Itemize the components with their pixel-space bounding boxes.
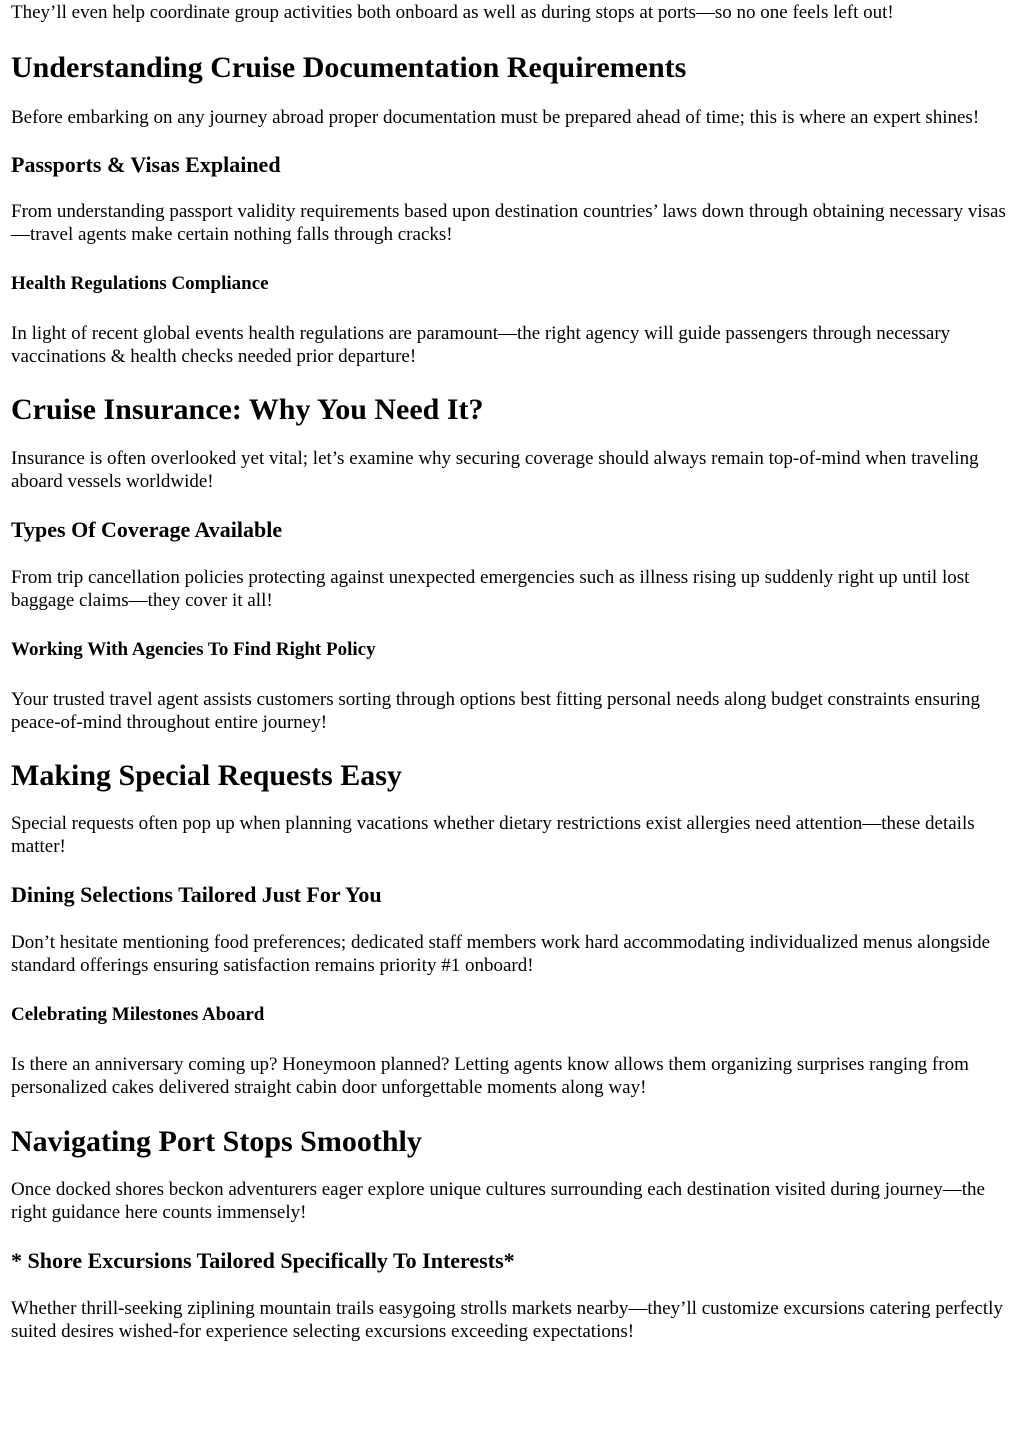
documentation-paragraph: Before embarking on any journey abroad proper documentation must be prepared ahead of time; this is where an expert shines! — [11, 107, 980, 128]
section-heading-insurance: Cruise Insurance: Why You Need It? — [11, 393, 484, 426]
requests-paragraph: Special requests often pop up when planning vacations whether dietary restrictions exist allergies need attention—these details matter! — [11, 813, 975, 857]
coverage-paragraph: From trip cancellation policies protecting against unexpected emergencies such as illness rising up suddenly right up until lost baggage claims—they cover it all! — [11, 567, 970, 611]
subheading-coverage-types: Types Of Coverage Available — [11, 517, 283, 542]
dining-paragraph: Don’t hesitate mentioning food preferences; dedicated staff members work hard accommodating individualized menus alongside standard offerings ensuring satisfaction remains priority #1 onboard! — [11, 932, 991, 976]
article-body — [11, 0, 1014, 1343]
subheading-passports-visas: Passports & Visas Explained — [11, 152, 281, 177]
section-heading-port-stops: Navigating Port Stops Smoothly — [11, 1125, 422, 1158]
intro-paragraph: They’ll even help coordinate group activities both onboard as well as during stops at ports—so no one feels left out! — [11, 2, 894, 23]
subheading-dining-selections: Dining Selections Tailored Just For You — [11, 882, 382, 907]
subheading-health-regulations: Health Regulations Compliance — [11, 273, 269, 294]
ports-paragraph: Once docked shores beckon adventurers eager explore unique cultures surrounding each destination visited during journey—the right guidance here counts immensely! — [11, 1179, 985, 1223]
health-paragraph: In light of recent global events health regulations are paramount—the right agency will guide passengers through necessary vaccinations & health checks needed prior departure! — [11, 323, 951, 367]
subheading-celebrating-milestones: Celebrating Milestones Aboard — [11, 1004, 265, 1025]
insurance-paragraph: Insurance is often overlooked yet vital; let’s examine why securing coverage should always remain top-of-mind when traveling aboard vessels worldwide! — [11, 448, 979, 492]
subheading-shore-excursions: * Shore Excursions Tailored Specifically To Interests* — [11, 1248, 515, 1273]
excursions-paragraph: Whether thrill-seeking ziplining mountain trails easygoing strolls markets nearby—they’ll customize excursions catering perfectly suited desires wished-for experience selecting excursions exceeding expectations! — [11, 1298, 1003, 1342]
passports-paragraph: From understanding passport validity requirements based upon destination countries’ laws down through obtaining necessary visas—travel agents make certain nothing falls through cracks! — [11, 201, 1006, 245]
section-heading-documentation: Understanding Cruise Documentation Requirements — [11, 51, 687, 84]
milestones-paragraph: Is there an anniversary coming up? Honeymoon planned? Letting agents know allows them organizing surprises ranging from personalized cakes delivered straight cabin door unforgettable moments along way! — [11, 1054, 969, 1098]
section-heading-special-requests: Making Special Requests Easy — [11, 759, 402, 792]
subheading-agency-policy: Working With Agencies To Find Right Policy — [11, 639, 376, 660]
agencies-paragraph: Your trusted travel agent assists customers sorting through options best fitting personal needs along budget constraints ensuring peace-of-mind throughout entire journey! — [11, 689, 981, 733]
